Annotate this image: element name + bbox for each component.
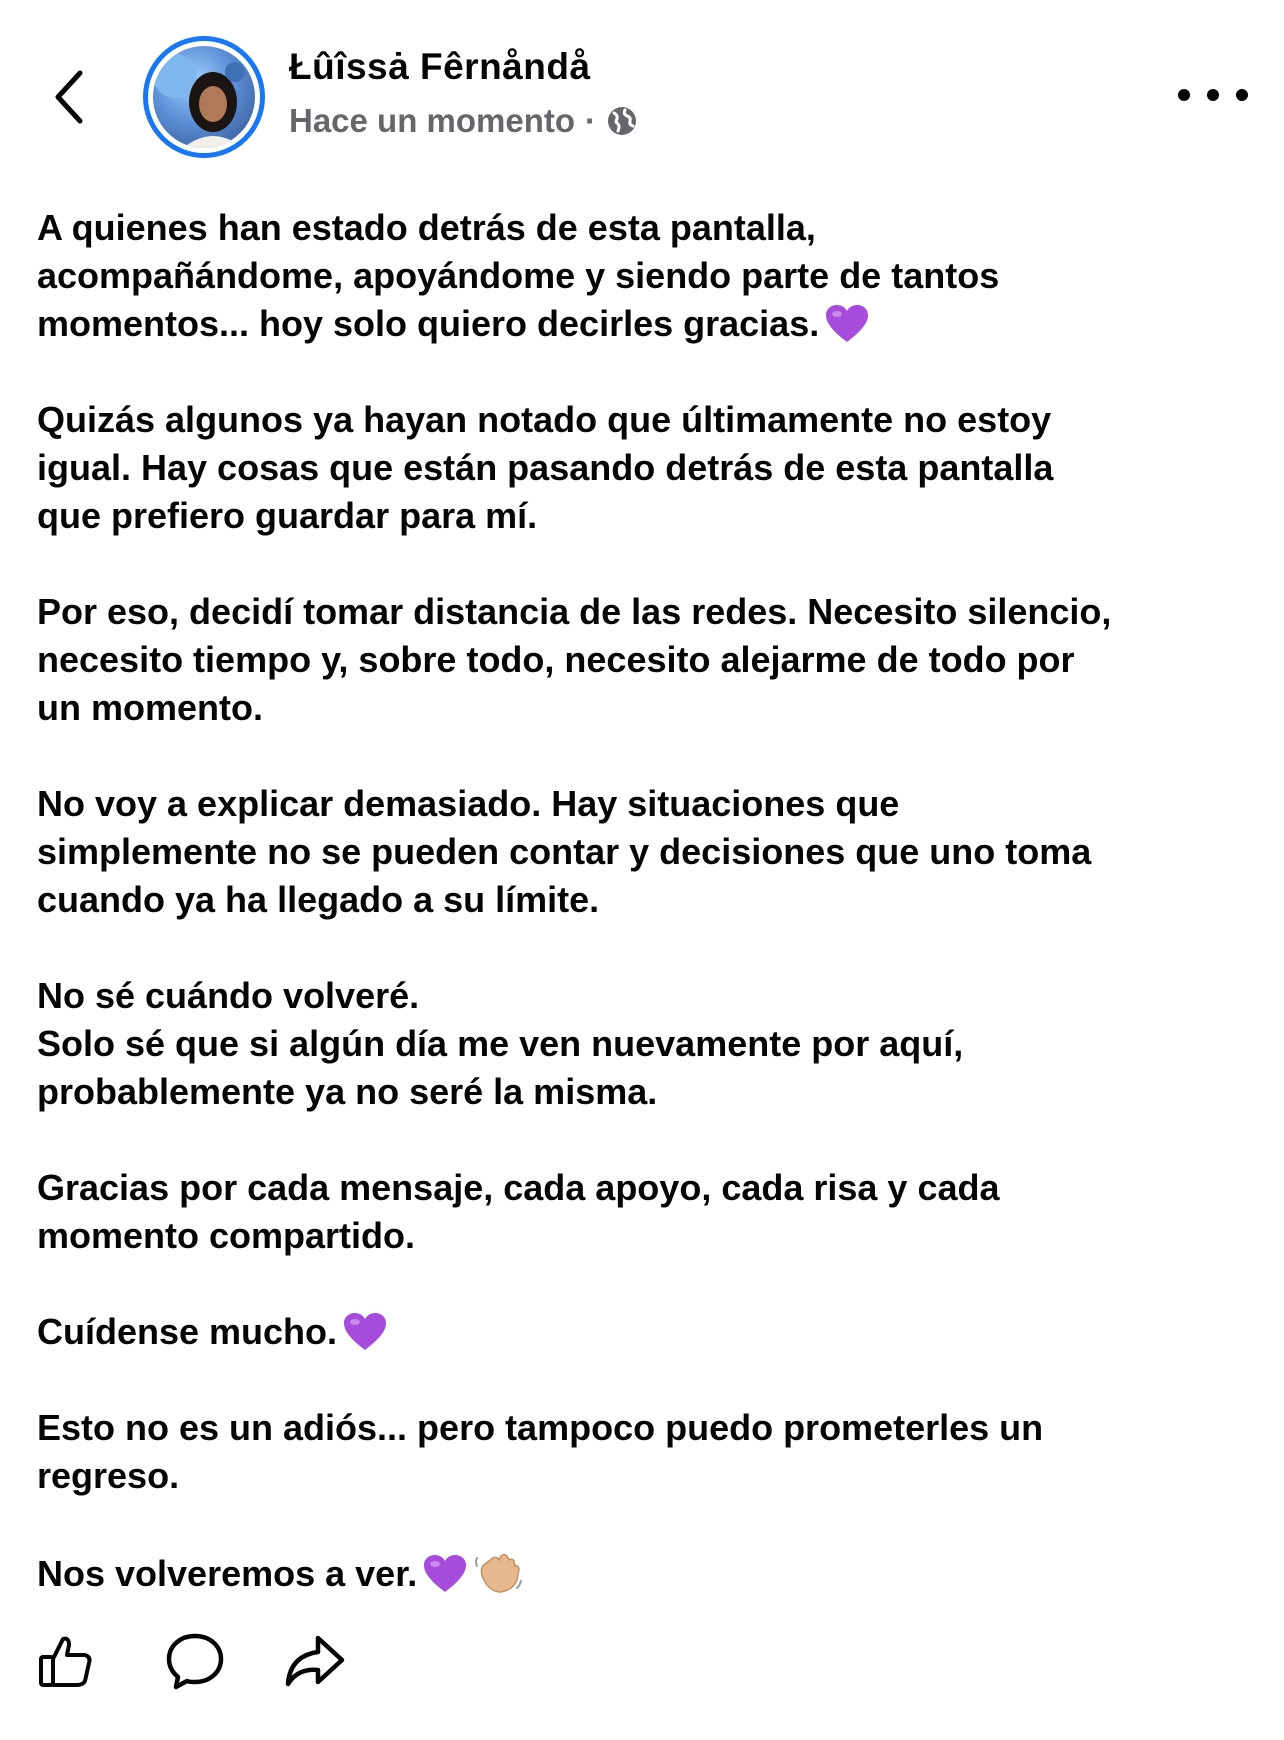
avatar[interactable]	[143, 36, 265, 158]
post-paragraph	[37, 204, 1262, 348]
author-name[interactable]: Łûîssȧ Fêrnåndå	[289, 46, 591, 87]
paragraph-text: Nos volveremos a ver.	[37, 1553, 418, 1594]
post-text	[37, 204, 1262, 1646]
comment-button[interactable]	[160, 1626, 230, 1696]
post-paragraph	[37, 1548, 1262, 1598]
more-dot	[1178, 89, 1190, 101]
purple-heart-icon	[825, 304, 869, 344]
avatar-photo	[153, 46, 255, 148]
back-button[interactable]	[44, 62, 94, 132]
share-button[interactable]	[280, 1626, 350, 1696]
post-paragraph: Gracias por cada mensaje, cada apoyo, cada risa y cada momento compartido.	[37, 1167, 1000, 1256]
post-paragraph: No sé cuándo volveré. Solo sé que si algún día me ven nuevamente por aquí, probablemente ya no seré la misma.	[37, 975, 964, 1112]
comment-icon	[164, 1630, 226, 1692]
more-options-button[interactable]	[1178, 78, 1248, 112]
post-paragraph	[37, 1308, 1262, 1356]
more-dot	[1236, 89, 1248, 101]
post-header	[0, 0, 1284, 170]
waving-hand-icon	[473, 1548, 523, 1594]
post-paragraph: Por eso, decidí tomar distancia de las redes. Necesito silencio, necesito tiempo y, sobre todo, necesito alejarme de todo por un momento.	[37, 591, 1112, 728]
thumbs-up-icon	[35, 1631, 95, 1691]
post-actions	[30, 1626, 350, 1696]
paragraph-text: A quienes han estado detrás de esta pantalla, acompañándome, apoyándome y siendo parte de tantos momentos... hoy solo quiero decirles gracias.	[37, 207, 1000, 344]
post-timestamp[interactable]: Hace un momento	[289, 102, 576, 139]
chevron-left-icon	[52, 67, 86, 127]
like-button[interactable]	[30, 1626, 100, 1696]
share-icon	[284, 1632, 346, 1690]
post-meta	[289, 102, 638, 140]
purple-heart-icon	[343, 1312, 387, 1352]
more-dot	[1207, 89, 1219, 101]
globe-icon[interactable]	[606, 105, 638, 137]
purple-heart-icon	[423, 1554, 467, 1594]
post-paragraph: No voy a explicar demasiado. Hay situaciones que simplemente no se pueden contar y decisiones que uno toma cuando ya ha llegado a su límite.	[37, 783, 1092, 920]
paragraph-text: Cuídense mucho.	[37, 1311, 338, 1352]
post-paragraph: Quizás algunos ya hayan notado que últimamente no estoy igual. Hay cosas que están pasando detrás de esta pantalla que prefiero guardar para mí.	[37, 399, 1054, 536]
post-paragraph: Esto no es un adiós... pero tampoco puedo prometerles un regreso.	[37, 1407, 1044, 1496]
meta-separator: ·	[585, 102, 597, 139]
